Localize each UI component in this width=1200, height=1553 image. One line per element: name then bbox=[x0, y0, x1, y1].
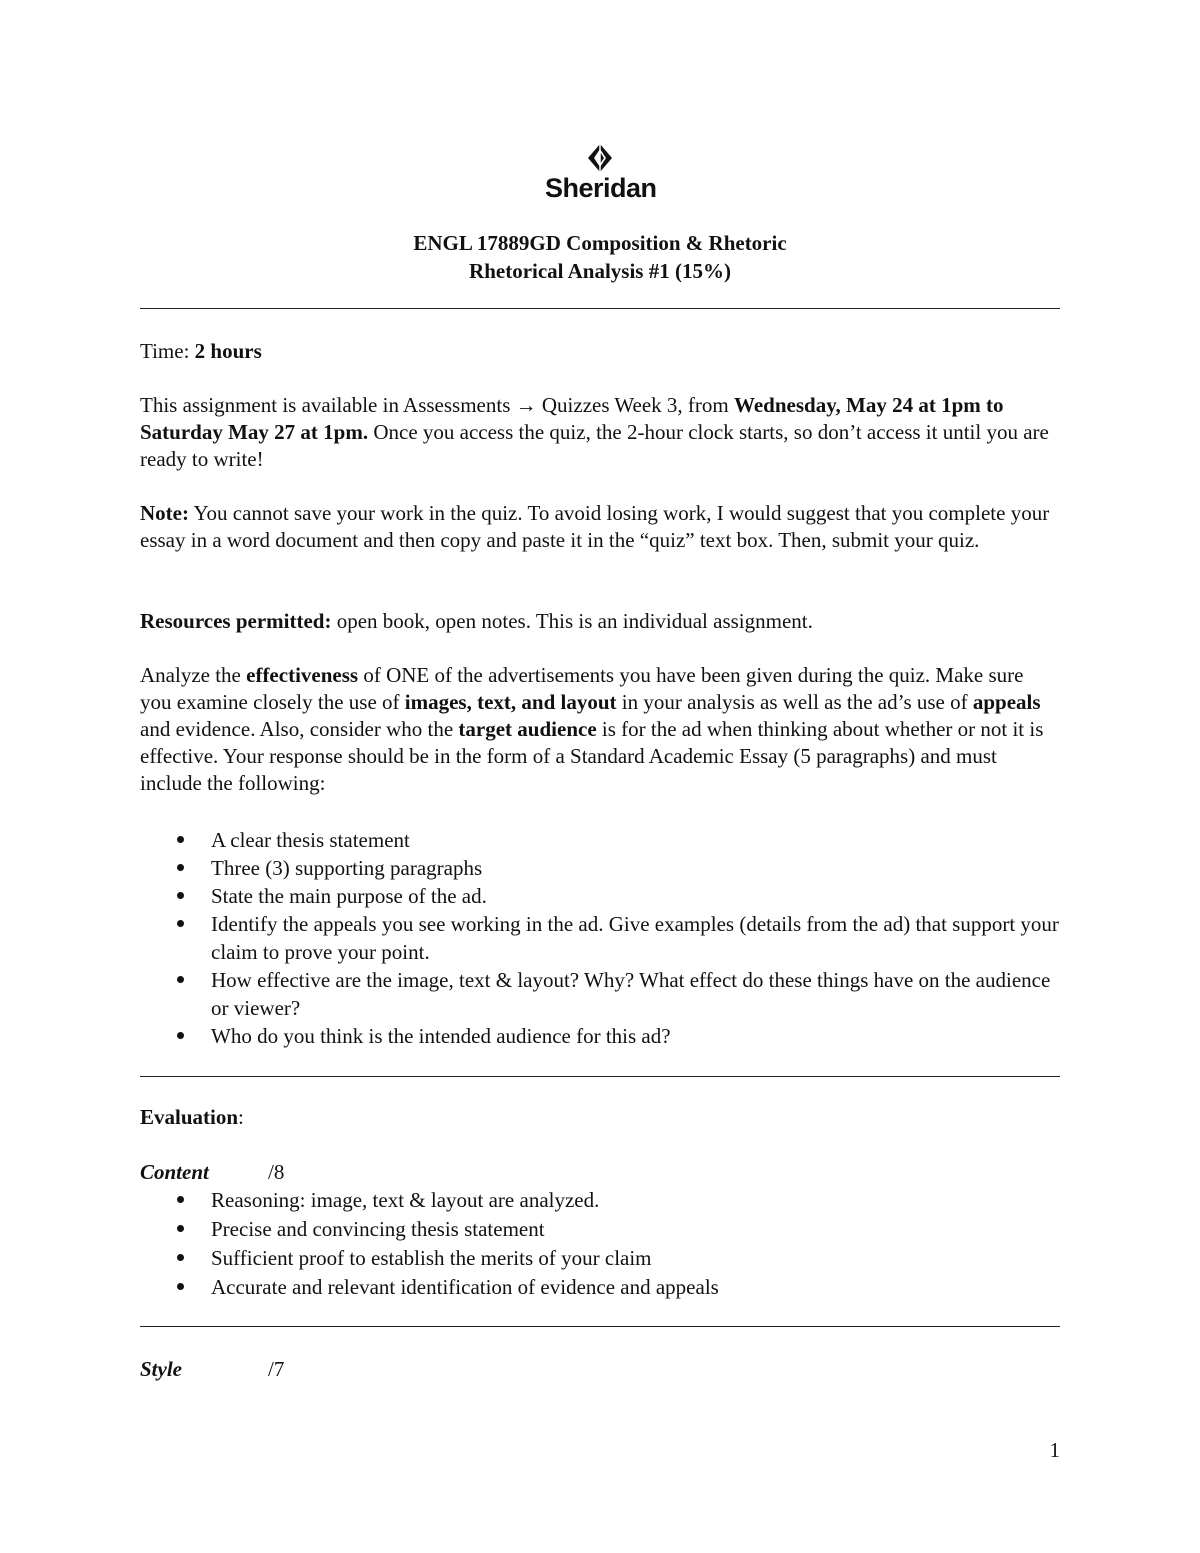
resources-label: Resources permitted: bbox=[140, 609, 332, 633]
list-item: Reasoning: image, text & layout are analyzed. bbox=[140, 1186, 1060, 1215]
availability-dates: Wednesday, May 24 at 1pm to Saturday May 27 at 1pm. bbox=[140, 393, 1004, 444]
content-criteria bbox=[140, 1159, 1060, 1302]
style-criteria bbox=[140, 1356, 1060, 1383]
list-item: A clear thesis statement bbox=[140, 826, 1060, 854]
availability-text: This assignment is available in Assessments → Quizzes Week 3, from bbox=[140, 393, 734, 417]
instructions-text: of ONE of the advertisements you have been given during the quiz. Make sure you examine closely the use of bbox=[140, 663, 1024, 714]
instructions-emphasis: effectiveness bbox=[246, 663, 359, 687]
assignment-title: Rhetorical Analysis #1 (15%) bbox=[469, 259, 731, 283]
instructions-emphasis: images, text, and layout bbox=[404, 690, 617, 714]
list-item: Accurate and relevant identification of evidence and appeals bbox=[140, 1273, 1060, 1302]
course-title: ENGL 17889GD Composition & Rhetoric bbox=[413, 231, 787, 255]
logo-wordmark: Sheridan bbox=[545, 173, 657, 203]
availability-text-2: Once you access the quiz, the 2-hour clock starts, so don’t access it until you are ready to write! bbox=[140, 420, 1049, 471]
style-label: Style bbox=[140, 1357, 182, 1381]
divider-middle bbox=[140, 1076, 1060, 1077]
instructions-emphasis: appeals bbox=[972, 690, 1041, 714]
content-list bbox=[140, 1186, 1060, 1302]
content-label: Content bbox=[140, 1160, 209, 1184]
list-item: Identify the appeals you see working in the ad. Give examples (details from the ad) that support your claim to prove your point. bbox=[140, 910, 1060, 966]
list-item: Precise and convincing thesis statement bbox=[140, 1215, 1060, 1244]
evaluation-colon: : bbox=[238, 1105, 244, 1129]
time-label: Time: bbox=[140, 339, 195, 363]
list-item: Sufficient proof to establish the merits of your claim bbox=[140, 1244, 1060, 1273]
resources-text: open book, open notes. This is an individual assignment. bbox=[331, 609, 813, 633]
time-line bbox=[140, 338, 1060, 365]
sheridan-logo-icon bbox=[585, 143, 615, 173]
instructions-text: in your analysis as well as the ad’s use of bbox=[616, 690, 973, 714]
instructions-text: is for the ad when thinking about whether or not it is effective. Your response should be in the form of a Standard Academic Essay (5 paragraphs) and must include the following: bbox=[140, 717, 1044, 795]
instructions-paragraph bbox=[140, 662, 1060, 797]
page-number: 1 bbox=[1049, 1438, 1060, 1462]
instructions-text: and evidence. Also, consider who the bbox=[140, 717, 459, 741]
list-item: Who do you think is the intended audience for this ad? bbox=[140, 1022, 1060, 1050]
content-score: /8 bbox=[268, 1160, 285, 1184]
note-label: Note: bbox=[140, 501, 189, 525]
availability-paragraph bbox=[140, 392, 1060, 473]
list-item: State the main purpose of the ad. bbox=[140, 882, 1060, 910]
evaluation-heading bbox=[140, 1104, 1060, 1131]
resources-paragraph bbox=[140, 608, 1060, 635]
sheridan-logo bbox=[545, 143, 655, 203]
list-item: How effective are the image, text & layout? Why? What effect do these things have on the audience or viewer? bbox=[140, 966, 1060, 1022]
instructions-text: Analyze the bbox=[140, 663, 247, 687]
requirements-list-wrapper bbox=[140, 826, 1060, 1050]
instructions-emphasis: target audience bbox=[458, 717, 597, 741]
time-value: 2 hours bbox=[194, 339, 262, 363]
content-header bbox=[140, 1159, 1060, 1186]
divider-bottom bbox=[140, 1326, 1060, 1327]
list-item: Three (3) supporting paragraphs bbox=[140, 854, 1060, 882]
document-header bbox=[140, 229, 1060, 285]
style-score: /7 bbox=[268, 1357, 285, 1381]
divider-top bbox=[140, 308, 1060, 309]
note-paragraph bbox=[140, 500, 1060, 554]
evaluation-title: Evaluation bbox=[140, 1105, 239, 1129]
requirements-list bbox=[140, 826, 1060, 1050]
note-text: You cannot save your work in the quiz. To avoid losing work, I would suggest that you complete your essay in a word document and then copy and paste it in the “quiz” text box. Then, submit your quiz. bbox=[140, 501, 1050, 552]
